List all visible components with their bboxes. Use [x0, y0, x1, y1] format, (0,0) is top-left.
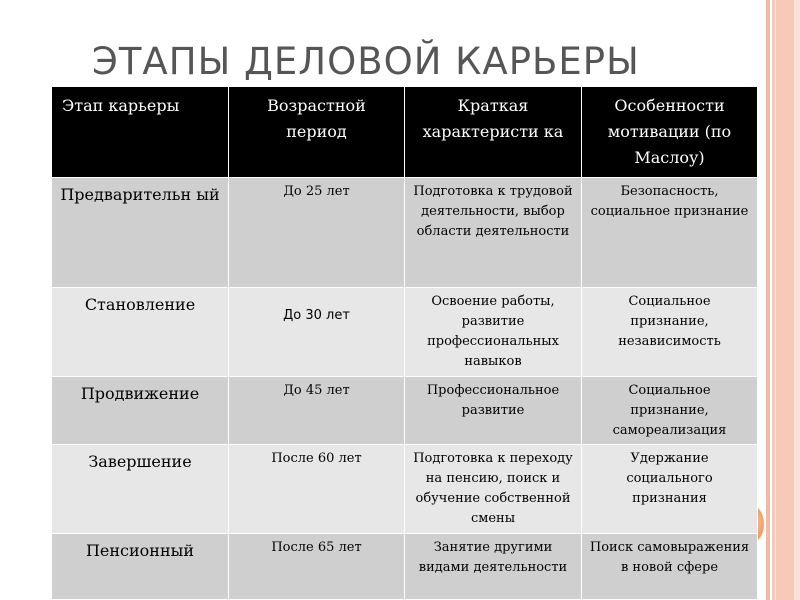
- cell-stage: Пенсионный: [52, 534, 229, 600]
- table-header-row: [52, 87, 758, 178]
- header-age: Возрастной период: [229, 87, 405, 178]
- cell-age: До 45 лет: [229, 377, 405, 445]
- cell-age: До 30 лет: [229, 288, 405, 377]
- table-row: [52, 288, 758, 377]
- slide-title: ЭТАПЫ ДЕЛОВОЙ КАРЬЕРЫ: [92, 40, 640, 83]
- cell-characteristic: Подготовка к переходу на пенсию, поиск и обучение собственной смены: [405, 445, 582, 534]
- cell-stage: Становление: [52, 288, 229, 377]
- cell-characteristic: Освоение работы, развитие профессиональных навыков: [405, 288, 582, 377]
- cell-motivation: Социальное признание, самореализация: [582, 377, 758, 445]
- cell-stage: Продвижение: [52, 377, 229, 445]
- cell-motivation: Поиск самовыражения в новой сфере: [582, 534, 758, 600]
- header-characteristic: Краткая характеристи ка: [405, 87, 582, 178]
- table-row: [52, 534, 758, 600]
- cell-age: После 65 лет: [229, 534, 405, 600]
- cell-stage: Предварительн ый: [52, 178, 229, 288]
- header-motivation: Особенности мотивации (по Маслоу): [582, 87, 758, 178]
- table-row: [52, 178, 758, 288]
- cell-characteristic: Профессиональное развитие: [405, 377, 582, 445]
- cell-characteristic: Подготовка к трудовой деятельности, выбор области деятельности: [405, 178, 582, 288]
- career-stages-table: [51, 86, 758, 600]
- decorative-side-stripes: [766, 0, 800, 600]
- cell-stage: Завершение: [52, 445, 229, 534]
- header-stage: Этап карьеры: [52, 87, 229, 178]
- table-row: [52, 445, 758, 534]
- cell-motivation: Социальное признание, независимость: [582, 288, 758, 377]
- cell-age: До 25 лет: [229, 178, 405, 288]
- cell-motivation: Безопасность, социальное признание: [582, 178, 758, 288]
- cell-age: После 60 лет: [229, 445, 405, 534]
- table-row: [52, 377, 758, 445]
- cell-motivation: Удержание социального признания: [582, 445, 758, 534]
- cell-characteristic: Занятие другими видами деятельности: [405, 534, 582, 600]
